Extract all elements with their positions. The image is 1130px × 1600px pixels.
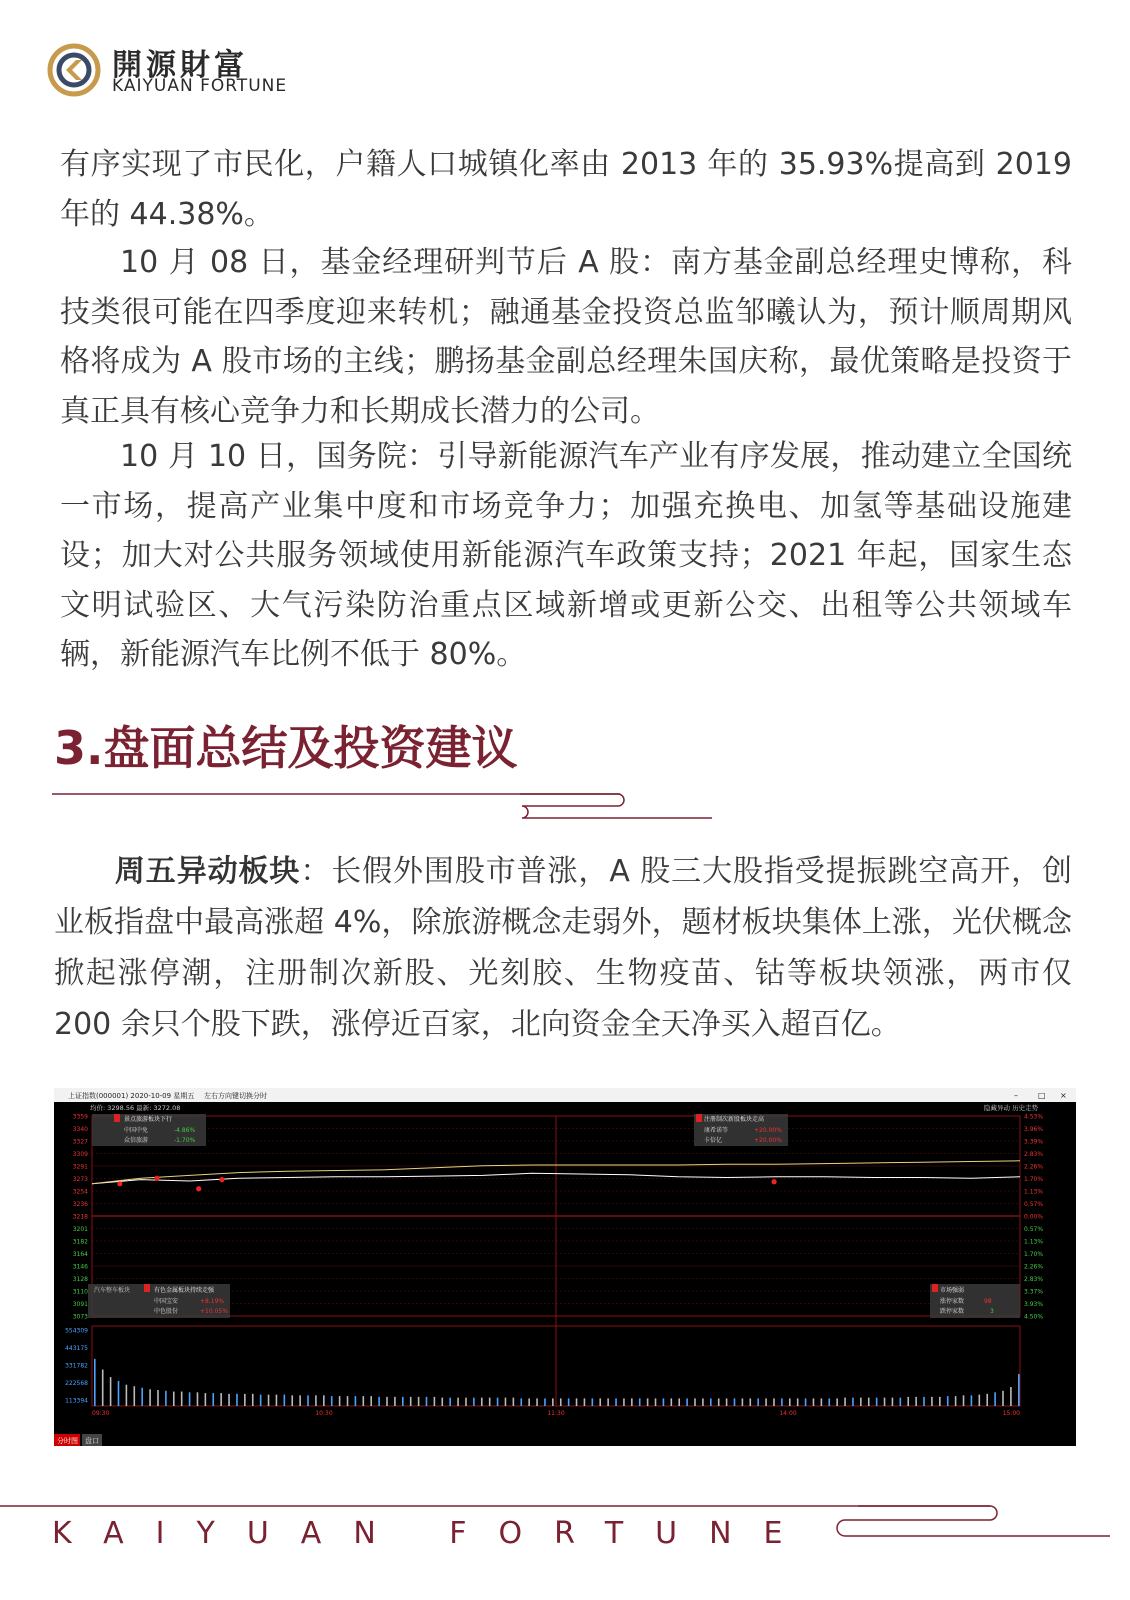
- y-percent-label: 4.53%: [1024, 1113, 1044, 1121]
- volume-bar: [868, 1398, 870, 1406]
- volume-bar: [907, 1397, 909, 1406]
- volume-bar: [915, 1397, 917, 1406]
- tab-intraday-label: 分时图: [57, 1437, 78, 1445]
- annotation-box-ipo: [694, 1114, 788, 1146]
- annotation-box-tourism: [92, 1114, 206, 1146]
- volume-bar: [118, 1381, 120, 1406]
- volume-bar: [655, 1398, 657, 1406]
- paragraph-text: 10 月 10 日，国务院：引导新能源汽车产业有序发展，推动建立全国统一市场，提高产业集中度和市场竞争力；加强充换电、加氢等基础设施建设；加大对公共服务领域使用新能源汽车政策支持；2021 年起，国家生态文明试验区、大气污染防治重点区域新增或更新公交、出租等公共领域车辆，新能源汽车比例不低于 80%。: [60, 439, 1072, 672]
- minimize-button[interactable]: –: [1014, 1091, 1018, 1100]
- volume-bar: [623, 1398, 625, 1406]
- y-percent-label: 4.50%: [1024, 1313, 1044, 1321]
- y-tick-label: 3327: [72, 1138, 88, 1146]
- volume-bar: [212, 1393, 214, 1406]
- x-axis-labels: [92, 1410, 1020, 1417]
- volume-bar: [339, 1396, 341, 1406]
- volume-bar: [418, 1397, 420, 1406]
- info-line: 均价: 3298.56 最新: 3272.08: [90, 1104, 181, 1112]
- volume-bar: [102, 1370, 104, 1406]
- svg-text:98: 98: [984, 1298, 992, 1305]
- svg-text:众信旅游: 众信旅游: [124, 1137, 149, 1144]
- svg-text:+8.19%: +8.19%: [200, 1298, 225, 1305]
- svg-text:+10.05%: +10.05%: [200, 1308, 228, 1315]
- x-tick-label: 10:30: [315, 1410, 333, 1417]
- y-tick-label: 3309: [72, 1151, 88, 1158]
- svg-text:卡倍亿: 卡倍亿: [704, 1137, 723, 1144]
- volume-bar: [126, 1385, 128, 1406]
- y-tick-label: 3164: [72, 1251, 88, 1258]
- volume-bar: [734, 1398, 736, 1406]
- y-axis-labels: [73, 1114, 88, 1321]
- volume-bar: [481, 1398, 483, 1406]
- volume-bar: [821, 1398, 823, 1406]
- volume-bar: [663, 1398, 665, 1406]
- y-percent-label: 0.57%: [1024, 1201, 1044, 1208]
- y-percent-label: 1.70%: [1024, 1251, 1044, 1258]
- svg-text:有色金属板块持续走强: 有色金属板块持续走强: [154, 1287, 215, 1294]
- section-summary: [54, 846, 1072, 1050]
- volume-bar: [402, 1397, 404, 1406]
- volume-bar: [505, 1398, 507, 1406]
- volume-bar: [813, 1398, 815, 1406]
- volume-bar: [1002, 1391, 1004, 1406]
- volume-bar: [528, 1398, 530, 1406]
- volume-bar: [473, 1398, 475, 1406]
- volume-bar: [702, 1398, 704, 1406]
- svg-text:中色股份: 中色股份: [154, 1308, 179, 1315]
- y-percent-label: 2.26%: [1024, 1163, 1044, 1171]
- x-tick-label: 11:30: [547, 1410, 565, 1417]
- volume-bar: [979, 1395, 981, 1406]
- volume-bar: [900, 1398, 902, 1406]
- volume-bar: [671, 1398, 673, 1406]
- logo-english-name: KAIYUAN FORTUNE: [112, 76, 288, 96]
- volume-bar: [513, 1398, 515, 1406]
- volume-bar: [244, 1394, 246, 1406]
- svg-text:中国宝安: 中国宝安: [154, 1298, 179, 1305]
- event-marker: [771, 1179, 776, 1184]
- volume-bar: [749, 1398, 751, 1406]
- volume-bar: [797, 1398, 799, 1406]
- volume-bars: [94, 1359, 1020, 1406]
- volume-bar: [370, 1396, 372, 1406]
- volume-bar: [276, 1395, 278, 1406]
- volume-bar: [426, 1397, 428, 1406]
- volume-bar: [441, 1398, 443, 1406]
- window-hint: 左右方向键切换分时: [204, 1092, 267, 1100]
- volume-bar: [434, 1397, 436, 1406]
- volume-bar: [631, 1398, 633, 1406]
- volume-bar: [520, 1398, 522, 1406]
- volume-bar: [678, 1398, 680, 1406]
- volume-bar: [536, 1398, 538, 1406]
- volume-bar: [236, 1394, 238, 1406]
- y-percent-label: 0.00%: [1024, 1213, 1044, 1221]
- y-percent-label: 2.83%: [1024, 1276, 1044, 1283]
- volume-bar: [576, 1398, 578, 1406]
- volume-bar: [971, 1395, 973, 1406]
- volume-bar: [773, 1398, 775, 1406]
- volume-bar: [552, 1398, 554, 1406]
- volume-bar: [355, 1396, 357, 1406]
- tab-orderbook-label: 盘口: [85, 1437, 99, 1445]
- paragraph-fund-managers: [60, 238, 1072, 436]
- heading-divider: [52, 790, 732, 830]
- svg-text:市场强弱: 市场强弱: [940, 1287, 965, 1294]
- volume-bar: [386, 1397, 388, 1406]
- volume-bar: [994, 1392, 996, 1406]
- volume-bar: [560, 1398, 562, 1406]
- paragraph-text: 10 月 08 日，基金经理研判节后 A 股：南方基金副总经理史博称，科技类很可能在四季度迎来转机；融通基金投资总监邹曦认为，预计顺周期风格将成为 A 股市场的主线；鹏扬基金副总经理朱国庆称，最优策略是投资于真正具有核心竞争力和长期成长潜力的公司。: [60, 245, 1072, 429]
- chart-grid: [92, 1116, 1020, 1406]
- volume-bar: [884, 1398, 886, 1406]
- volume-bar: [457, 1398, 459, 1406]
- paragraph-text: 有序实现了市民化，户籍人口城镇化率由 2013 年的 35.93%提高到 2019 年的 44.38%。: [60, 147, 1072, 232]
- volume-bar: [284, 1395, 286, 1406]
- volume-bar: [931, 1397, 933, 1406]
- y-tick-label: 3291: [72, 1163, 88, 1171]
- paragraph-urbanization: [60, 140, 1072, 239]
- svg-text:景点旅游板块下行: 景点旅游板块下行: [124, 1116, 173, 1123]
- volume-tick-label: 113394: [65, 1397, 88, 1405]
- volume-bar: [923, 1397, 925, 1406]
- y-percent-label: 3.96%: [1024, 1126, 1044, 1133]
- volume-bar: [607, 1398, 609, 1406]
- volume-bar: [568, 1398, 570, 1406]
- volume-bar: [181, 1392, 183, 1406]
- section-heading: 3.盘面总结及投资建议: [54, 721, 518, 775]
- volume-bar: [765, 1398, 767, 1406]
- volume-bar: [497, 1398, 499, 1406]
- volume-bar: [876, 1398, 878, 1406]
- svg-text:3: 3: [990, 1308, 994, 1315]
- volume-bar: [189, 1392, 191, 1406]
- volume-bar: [718, 1398, 720, 1406]
- volume-bar: [860, 1398, 862, 1406]
- svg-text:-4.86%: -4.86%: [174, 1127, 196, 1134]
- y-percent-label: 3.37%: [1024, 1288, 1044, 1296]
- event-marker: [154, 1176, 159, 1181]
- y-tick-label: 3073: [72, 1313, 88, 1321]
- logo-chinese-name: 開源財富: [112, 48, 248, 83]
- y-tick-label: 3128: [72, 1276, 88, 1283]
- volume-bar: [789, 1398, 791, 1406]
- intraday-chart-svg: [54, 1088, 1076, 1446]
- x-tick-label: 15:00: [1002, 1410, 1020, 1417]
- y-tick-label: 3182: [72, 1238, 88, 1246]
- svg-text:-1.70%: -1.70%: [174, 1137, 196, 1144]
- brand-logo: [46, 40, 346, 100]
- annotation-box-metals: [88, 1284, 230, 1318]
- volume-bar: [165, 1391, 167, 1406]
- volume-bar: [394, 1397, 396, 1406]
- y-tick-label: 3236: [72, 1201, 88, 1208]
- volume-bar: [592, 1398, 594, 1406]
- volume-bar: [742, 1398, 744, 1406]
- y-tick-label: 3273: [72, 1176, 88, 1183]
- svg-text:汽车整车板块: 汽车整车板块: [94, 1287, 131, 1294]
- volume-bar: [449, 1398, 451, 1406]
- y-percent-label: 0.57%: [1024, 1226, 1044, 1233]
- volume-bar: [363, 1396, 365, 1406]
- volume-bar: [205, 1393, 207, 1406]
- y-percent-label: 3.39%: [1024, 1138, 1044, 1146]
- volume-axis-labels: [65, 1328, 88, 1405]
- volume-bar: [986, 1394, 988, 1406]
- volume-bar: [805, 1398, 807, 1406]
- volume-tick-label: 443175: [65, 1345, 88, 1352]
- volume-tick-label: 331782: [65, 1362, 88, 1370]
- volume-bar: [315, 1395, 317, 1406]
- y-tick-label: 3254: [72, 1188, 88, 1196]
- volume-tick-label: 554309: [65, 1327, 88, 1335]
- volume-bar: [228, 1394, 230, 1406]
- volume-bar: [291, 1395, 293, 1406]
- y-tick-label: 3091: [72, 1301, 88, 1308]
- summary-body: ：长假外围股市普涨，A 股三大股指受提振跳空高开，创业板指盘中最高涨超 4%，除旅游概念走弱外，题材板块集体上涨，光伏概念掀起涨停潮，注册制次新股、光刻胶、生物疫苗、钴等板块领涨，两市仅 200 余只个股下跌，涨停近百家，北向资金全天净买入超百亿。: [54, 854, 1072, 1042]
- logo-mark-icon: [46, 42, 102, 98]
- y-tick-label: 3340: [72, 1126, 88, 1133]
- svg-text:+20.00%: +20.00%: [754, 1127, 782, 1134]
- event-marker: [117, 1181, 122, 1186]
- svg-text:涨停家数: 涨停家数: [940, 1298, 965, 1305]
- y-tick-label: 3218: [72, 1213, 88, 1221]
- volume-bar: [757, 1398, 759, 1406]
- y-tick-label: 3146: [72, 1263, 88, 1271]
- y-percent-label: 1.13%: [1024, 1188, 1044, 1196]
- volume-bar: [599, 1398, 601, 1406]
- y-tick-label: 3201: [72, 1226, 88, 1233]
- y-tick-label: 3110: [72, 1288, 88, 1296]
- svg-text:康希诺等: 康希诺等: [704, 1127, 729, 1134]
- event-marker: [196, 1186, 201, 1191]
- x-tick-label: 14:00: [779, 1410, 797, 1417]
- volume-bar: [1018, 1374, 1020, 1406]
- volume-bar: [710, 1398, 712, 1406]
- volume-bar: [836, 1398, 838, 1406]
- volume-bar: [686, 1398, 688, 1406]
- volume-bar: [844, 1398, 846, 1406]
- svg-text:注册制次新股板块走高: 注册制次新股板块走高: [704, 1116, 765, 1123]
- page-footer: [0, 1500, 1130, 1560]
- volume-bar: [694, 1398, 696, 1406]
- y-percent-label: 3.93%: [1024, 1301, 1044, 1308]
- volume-bar: [268, 1395, 270, 1406]
- volume-bar: [110, 1377, 112, 1406]
- volume-bar: [252, 1394, 254, 1406]
- volume-bar: [173, 1392, 175, 1406]
- volume-bar: [615, 1398, 617, 1406]
- volume-bar: [489, 1398, 491, 1406]
- volume-bar: [781, 1398, 783, 1406]
- volume-bar: [149, 1389, 151, 1406]
- volume-bar: [197, 1392, 199, 1406]
- volume-bar: [955, 1396, 957, 1406]
- volume-bar: [828, 1398, 830, 1406]
- volume-bar: [260, 1395, 262, 1406]
- volume-bar: [323, 1395, 325, 1406]
- volume-bar: [544, 1398, 546, 1406]
- svg-text:+20.00%: +20.00%: [754, 1137, 782, 1144]
- volume-bar: [347, 1396, 349, 1406]
- y-axis-percent-labels: [1024, 1114, 1043, 1321]
- volume-bar: [1010, 1387, 1012, 1406]
- volume-bar: [94, 1359, 96, 1406]
- volume-bar: [299, 1395, 301, 1406]
- footer-brand-text: KAIYUAN FORTUNE: [52, 1516, 815, 1551]
- y-tick-label: 3359: [72, 1113, 88, 1121]
- volume-bar: [307, 1395, 309, 1406]
- volume-bar: [465, 1398, 467, 1406]
- top-right-links[interactable]: 隐藏异动 历史走势: [984, 1104, 1039, 1112]
- event-marker: [219, 1177, 224, 1182]
- volume-bar: [647, 1398, 649, 1406]
- volume-tick-label: 222568: [65, 1380, 88, 1387]
- volume-bar: [726, 1398, 728, 1406]
- volume-bar: [947, 1396, 949, 1406]
- svg-text:跌停家数: 跌停家数: [940, 1308, 965, 1315]
- volume-bar: [331, 1396, 333, 1406]
- svg-text:中国中免: 中国中免: [124, 1127, 149, 1134]
- volume-bar: [410, 1397, 412, 1406]
- volume-bar: [220, 1393, 222, 1406]
- y-percent-label: 1.13%: [1024, 1238, 1044, 1246]
- close-button[interactable]: ×: [1060, 1091, 1067, 1100]
- y-percent-label: 2.83%: [1024, 1151, 1044, 1158]
- window-title: 上证指数(000001) 2020-10-09 星期五: [68, 1092, 195, 1100]
- volume-bar: [141, 1388, 143, 1406]
- summary-lead: 周五异动板块: [114, 854, 301, 889]
- volume-bar: [852, 1398, 854, 1406]
- intraday-chart: [54, 1088, 1076, 1446]
- y-percent-label: 1.70%: [1024, 1176, 1044, 1183]
- volume-bar: [378, 1397, 380, 1406]
- volume-bar: [133, 1386, 135, 1406]
- volume-bar: [939, 1397, 941, 1406]
- y-percent-label: 2.26%: [1024, 1263, 1044, 1271]
- annotation-box-market: [930, 1284, 1020, 1318]
- volume-bar: [584, 1398, 586, 1406]
- volume-bar: [157, 1390, 159, 1406]
- volume-bar: [639, 1398, 641, 1406]
- paragraph-state-council: [60, 432, 1072, 680]
- x-tick-label: 09:30: [92, 1410, 110, 1417]
- maximize-button[interactable]: □: [1038, 1091, 1046, 1100]
- volume-bar: [963, 1395, 965, 1406]
- volume-bar: [892, 1398, 894, 1406]
